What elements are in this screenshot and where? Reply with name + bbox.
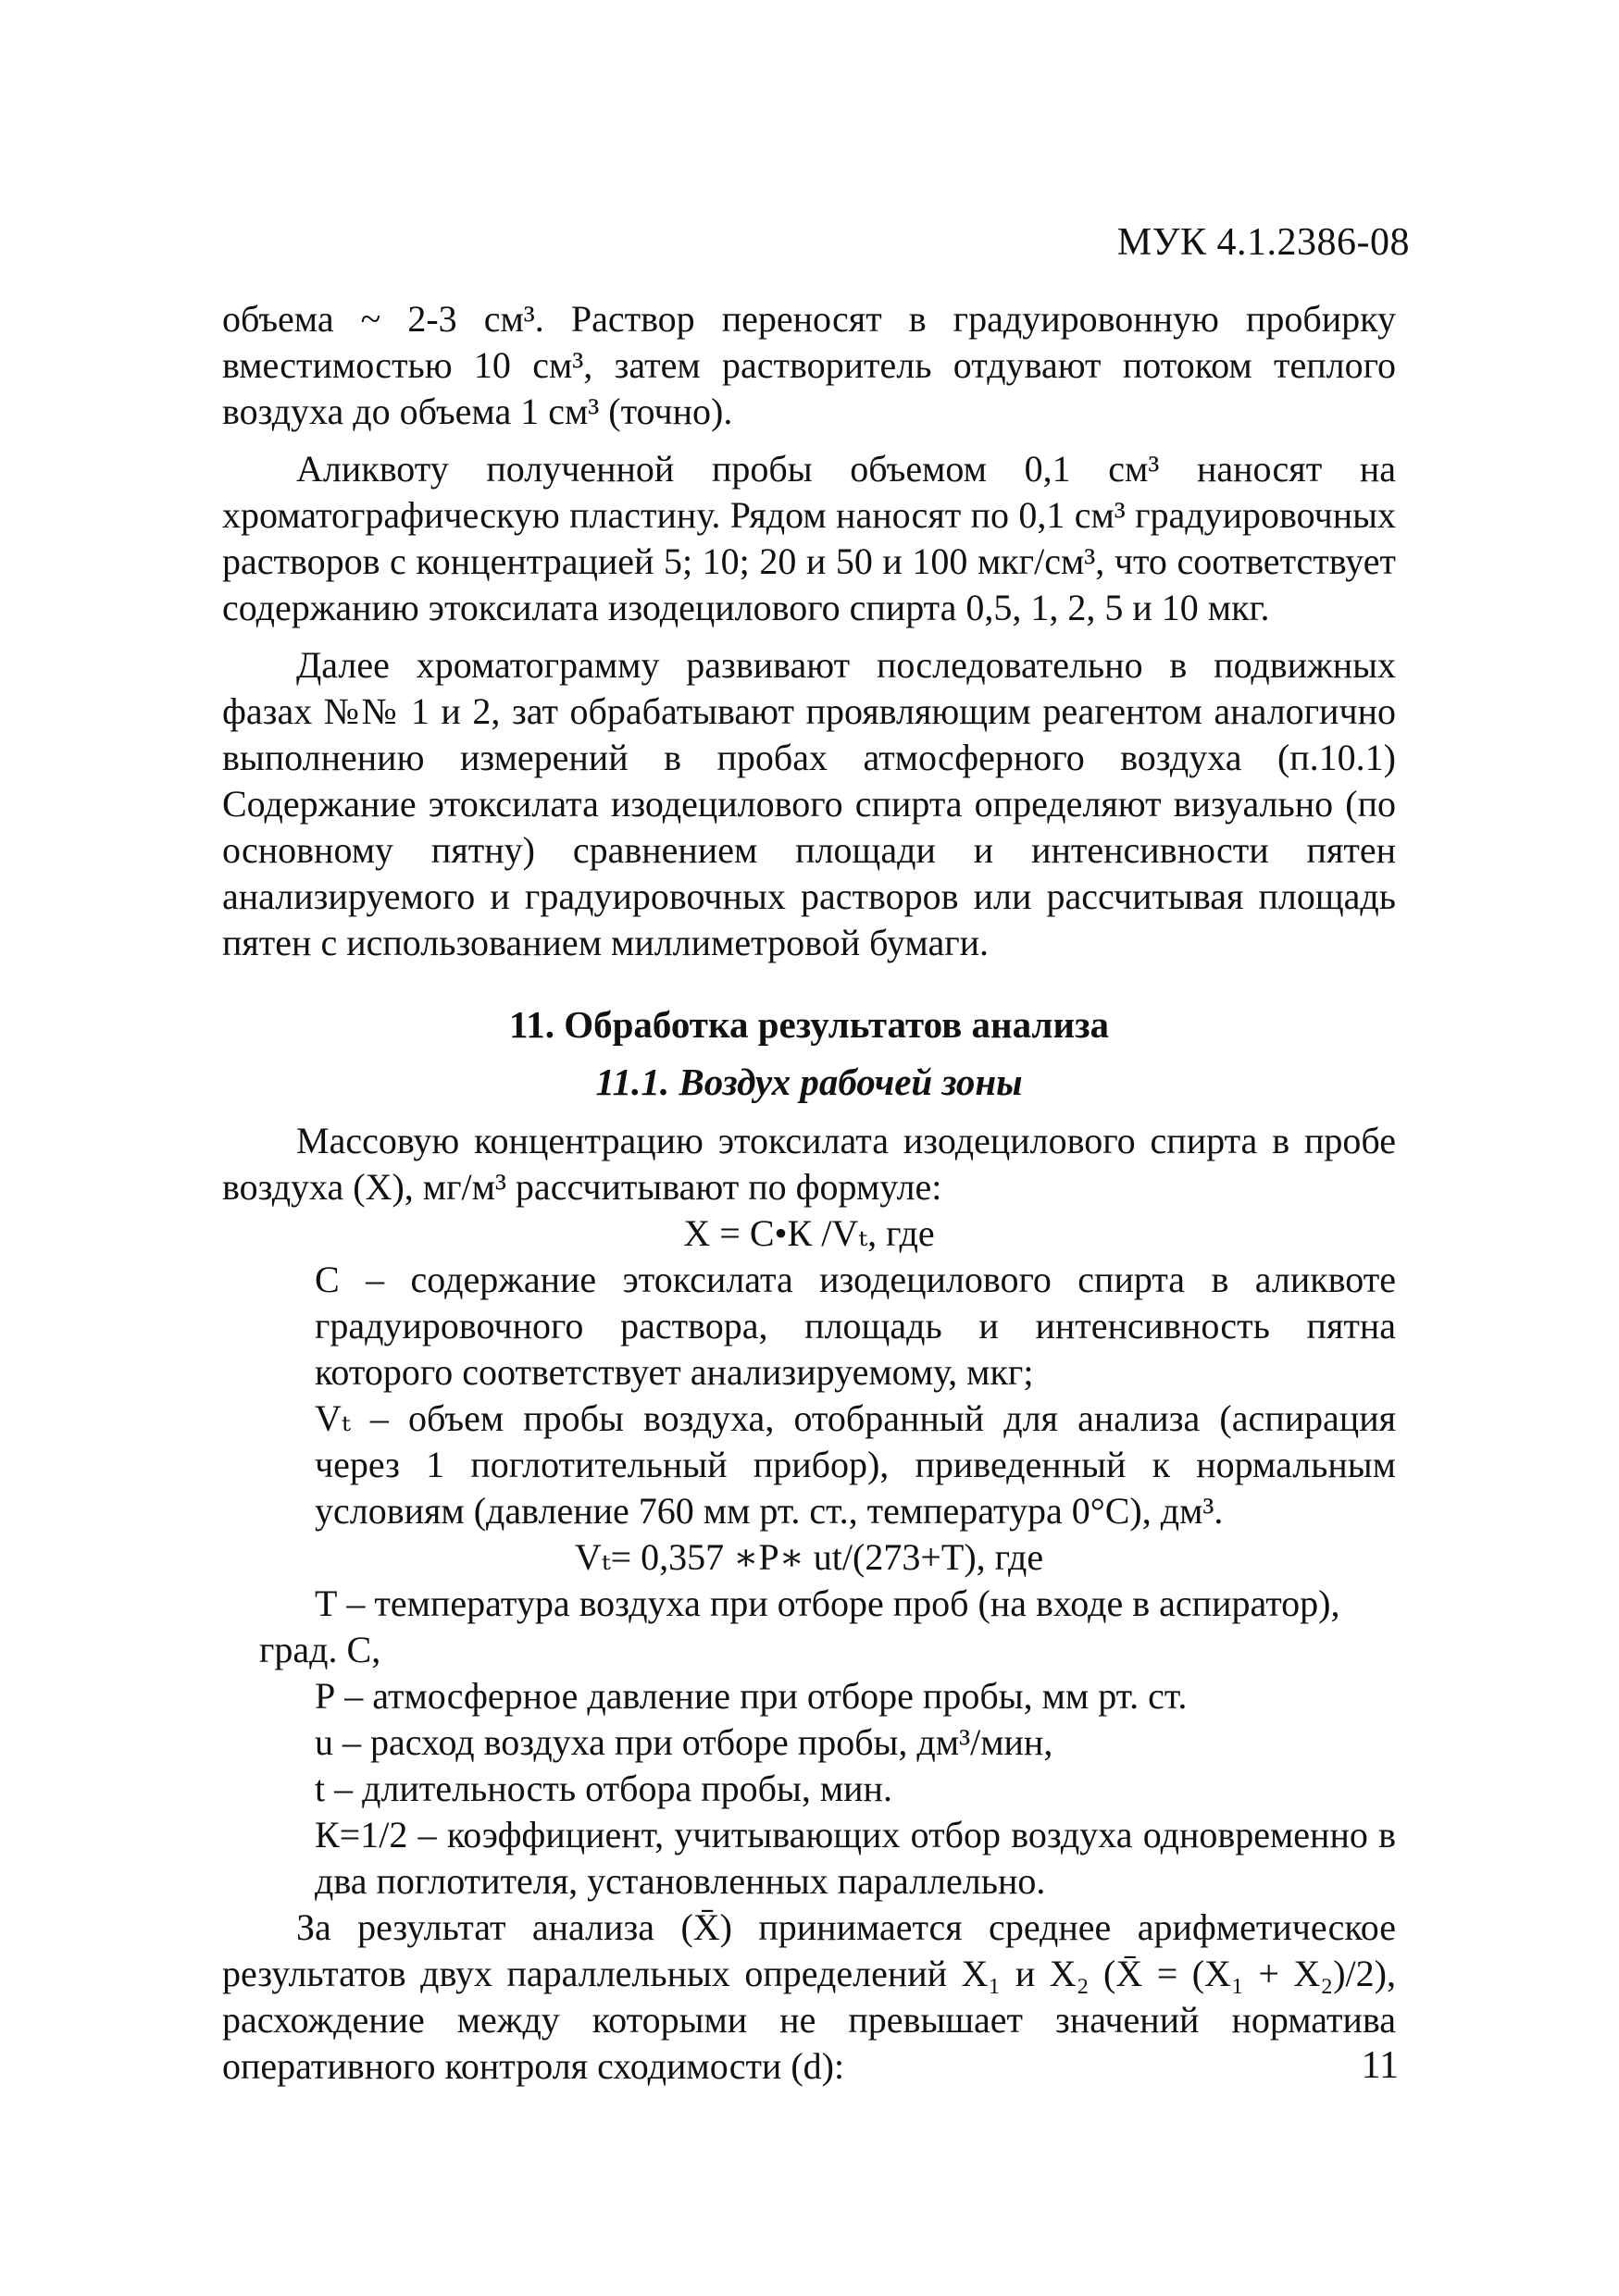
definition-k: К=1/2 – коэффициент, учитывающих отбор воздуха одновременно в два поглотителя, установленных параллельно. — [315, 1814, 1396, 1902]
result-paragraph: За результат анализа (X̄) принимается среднее арифметическое результатов двух параллельных определений Х₁ и Х₂ (X̄ = (Х₁ + Х₂)/2), расхождение между которыми не превышает значений норматива оперативного контроля сходимости (d): — [222, 1906, 1396, 2087]
paragraph-3: Далее хроматограмму развивают последовательно в подвижных фазах №№ 1 и 2, зат обрабатывают проявляющим реагентом аналогично выполнению измерений в пробах атмосферного воздуха (п.10.1) Содержание этоксилата изодецилового спирта определяют визуально (по основному пятну) сравнением площади и интенсивности пятен анализируемого и градуировочных растворов или рассчитывая площадь пятен с использованием миллиметровой бумаги. — [222, 644, 1396, 963]
definition-vt: Vₜ – объем пробы воздуха, отобранный для анализа (аспирация через 1 поглотительный прибор), приведенный к нормальным условиям (давление 760 мм рт. ст., температура 0°С), дм³. — [315, 1397, 1396, 1532]
section-title: 11. Обработка результатов анализа — [508, 1003, 1110, 1046]
page-body — [222, 296, 1396, 2090]
definition-t-main: Т – температура воздуха при отборе проб (на входе в аспиратор), — [315, 1582, 1340, 1624]
definition-c: С – содержание этоксилата изодецилового спирта в аликвоте градуировочного раствора, площадь и интенсивность пятна которого соответствует анализируемому, мкг; — [315, 1259, 1396, 1393]
definition-p: Р – атмосферное давление при отборе пробы, мм рт. ст. — [315, 1675, 1188, 1717]
paragraph-2: Аликвоту полученной пробы объемом 0,1 см³ наносят на хроматографическую пластину. Рядом наносят по 0,1 см³ градуировочных растворов с концентрацией 5; 10; 20 и 50 и 100 мкг/см³, что соответствует содержанию этоксилата изодецилового спирта 0,5, 1, 2, 5 и 10 мкг. — [222, 448, 1396, 628]
intro-paragraph: Массовую концентрацию этоксилата изодецилового спирта в пробе воздуха (Х), мг/м³ рассчитывают по формуле: — [222, 1120, 1396, 1208]
formula-x: Х = С•К /Vₜ, где — [683, 1212, 935, 1254]
subsection-title: 11.1. Воздух рабочей зоны — [595, 1061, 1023, 1103]
definition-time: t – длительность отбора пробы, мин. — [315, 1768, 892, 1809]
definition-t-continuation: град. С, — [259, 1629, 381, 1670]
paragraph-1: объема ~ 2-3 см³. Раствор переносят в градуировонную пробирку вместимостью 10 см³, затем растворитель отдувают потоком теплого воздуха до объема 1 см³ (точно). — [222, 298, 1396, 432]
document-code: МУК 4.1.2386-08 — [1116, 221, 1410, 264]
formula-vt: Vₜ= 0,357 ∗Р∗ ut/(273+Т), где — [574, 1536, 1044, 1578]
definition-u: u – расход воздуха при отборе пробы, дм³/мин, — [315, 1721, 1053, 1763]
page-number: 11 — [1361, 2044, 1399, 2087]
definition-t — [315, 1581, 1396, 1627]
